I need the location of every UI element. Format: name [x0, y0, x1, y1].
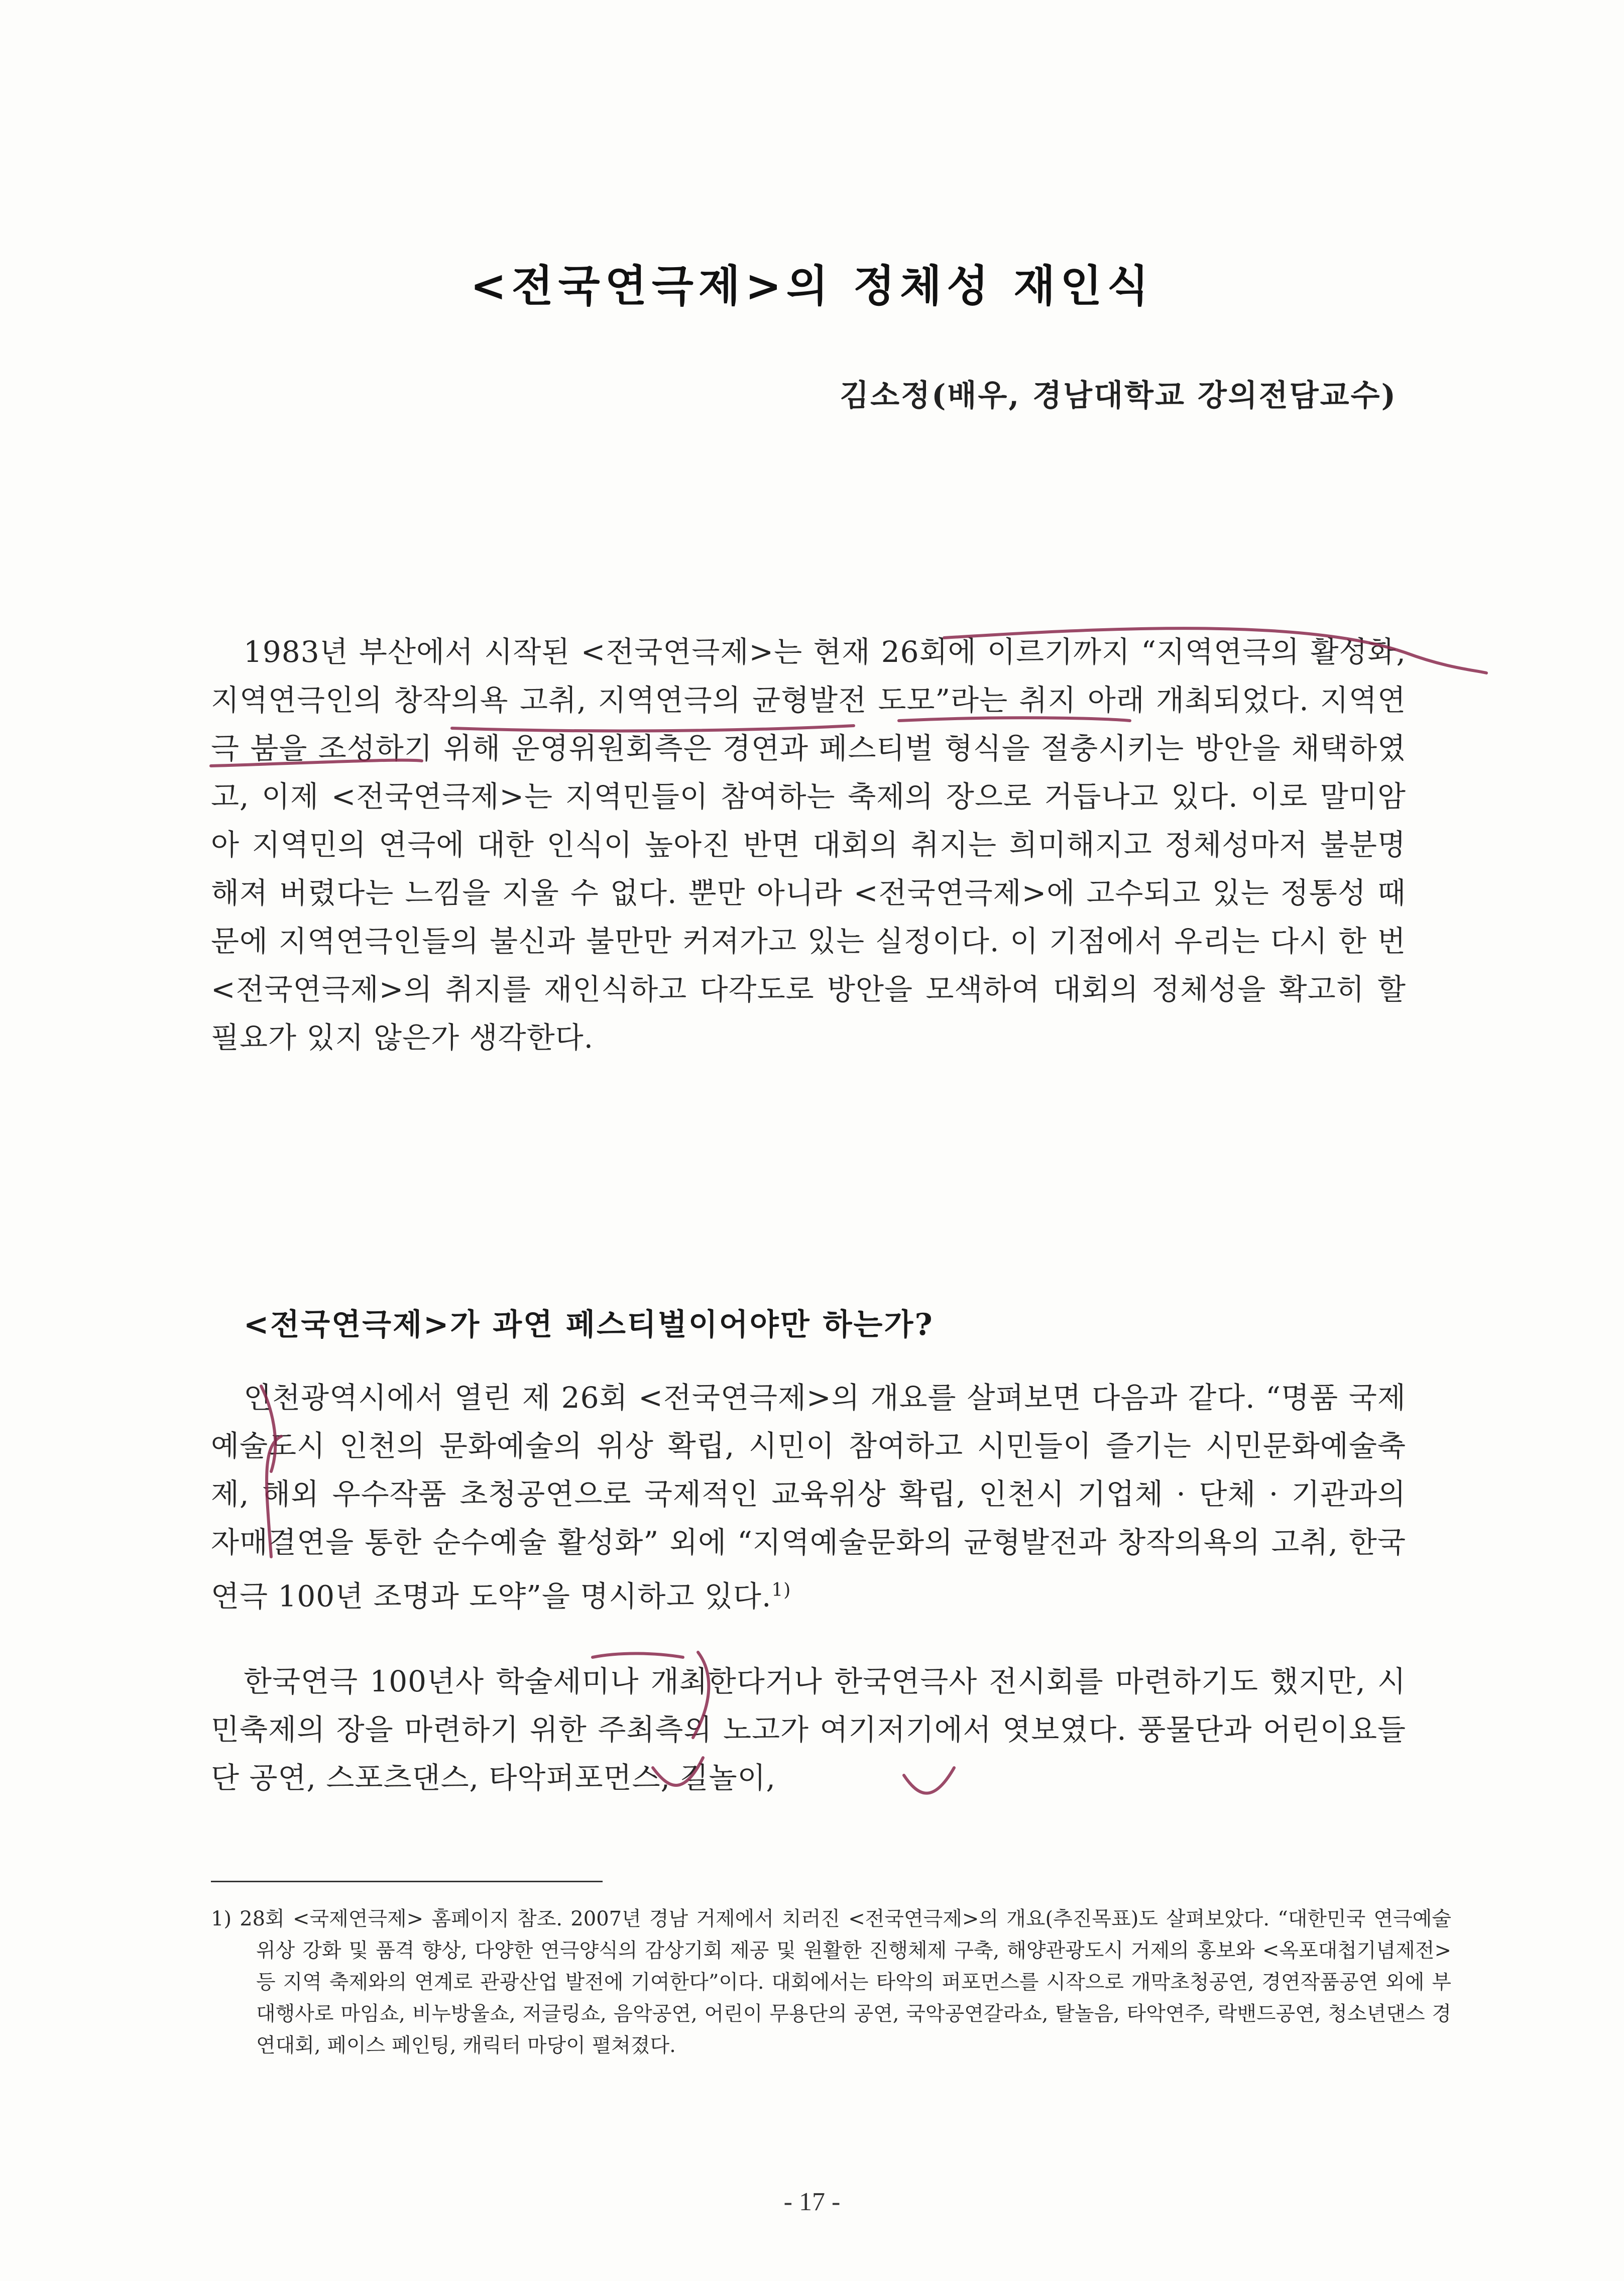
footnote-divider — [211, 1881, 603, 1882]
footnote-reference[interactable]: 1) — [771, 1580, 791, 1601]
page-title: <전국연극제>의 정체성 재인식 — [470, 261, 1154, 311]
section-paragraph-1-text: 인천광역시에서 열린 제 26회 <전국연극제>의 개요를 살펴보면 다음과 같다. “명품 국제예술도시 인천의 문화예술의 위상 확립, 시민이 참여하고 시민들이 즐기는 시민문화예술축제, 해외 우수작품 초청공연으로 국제적인 교육위상 확립, 인천시 기업체 · 단체 · 기관과의 자매결연을 통한 순수예술 활성화” 외에 “지역예술문화의 균형발전과 창작의욕의 고취, 한국연극 100년 조명과 도약”을 명시하고 있다. — [211, 1381, 1406, 1614]
author-line: 김소정(배우, 경남대학교 강의전담교수) — [840, 378, 1397, 413]
pen-mark-6 — [593, 1654, 683, 1658]
footnote: 1) 28회 <국제연극제> 홈페이지 참조. 2007년 경남 거제에서 치러진 <전국연극제>의 개요(추진목표)도 살펴보았다. “대한민국 연극예술 위상 강화 및 품격 향상, 다양한 연극양식의 감상기회 제공 및 원활한 진행체제 구축, 해양관광도시 거제의 홍보와 <옥포대첩기념제전> 등 지역 축제와의 연계로 관광산업 발전에 기여한다”이다. 대회에서는 타악의 퍼포먼스를 시작으로 개막초청공연, 경연작품공연 외에 부대행사로 마임쇼, 비누방울쇼, 저글링쇼, 음악공연, 어린이 무용단의 공연, 국악공연갈라쇼, 탈놀음, 타악연주, 락밴드공연, 청소년댄스 경연대회, 페이스 페인팅, 캐릭터 마당이 펼쳐졌다. — [211, 1907, 1451, 2057]
section-paragraph-2: 한국연극 100년사 학술세미나 개최한다거나 한국연극사 전시회를 마련하기도 했지만, 시민축제의 장을 마련하기 위한 주최측의 노고가 여기저기에서 엿보였다. 풍물단과 어린이요들단 공연, 스포츠댄스, 타악퍼포먼스, 길놀이, — [211, 1664, 1406, 1795]
intro-paragraph: 1983년 부산에서 시작된 <전국연극제>는 현재 26회에 이르기까지 “지역연극의 활성화, 지역연극인의 창작의욕 고취, 지역연극의 균형발전 도모”라는 취지 아래 개최되었다. 지역연극 붐을 조성하기 위해 운영위원회측은 경연과 페스티벌 형식을 절충시키는 방안을 채택하였고, 이제 <전국연극제>는 지역민들이 참여하는 축제의 장으로 거듭나고 있다. 이로 말미암아 지역민의 연극에 대한 인식이 높아진 반면 대회의 취지는 희미해지고 정체성마저 불분명해져 버렸다는 느낌을 지울 수 없다. 뿐만 아니라 <전국연극제>에 고수되고 있는 정통성 때문에 지역연극인들의 불신과 불만만 커져가고 있는 실정이다. 이 기점에서 우리는 다시 한 번 <전국연극제>의 취지를 재인식하고 다각도로 방안을 모색하여 대회의 정체성을 확고히 할 필요가 있지 않은가 생각한다. — [211, 635, 1406, 1055]
section-heading: <전국연극제>가 과연 페스티벌이어야만 하는가? — [244, 1307, 934, 1342]
section-paragraph-1 — [211, 1374, 1406, 1620]
page-number: - 17 - — [783, 2188, 841, 2216]
